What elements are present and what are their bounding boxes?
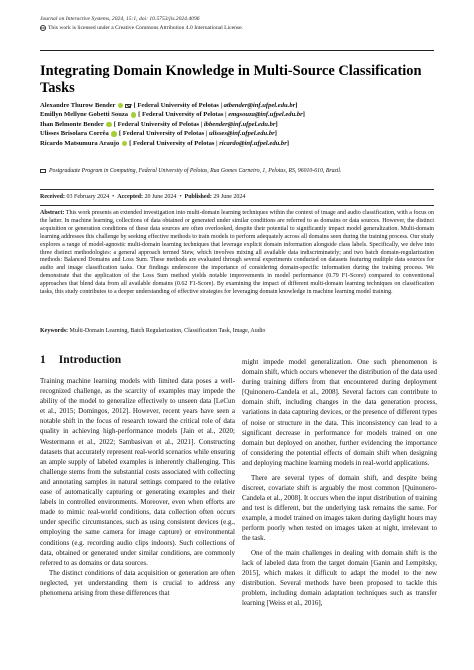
body-column-left [40, 376, 235, 598]
dates-divider-bottom [40, 205, 434, 206]
abstract-text: This work presents an extended investigation into multi-domain learning techniques within the context of image and audio classification, with a focus on the latter. In machine learning, collections of data obtained or generated under similar conditions are referred to as domains or data sources. However, the distinct acquisition or generation conditions of these data sources are often overlooked, despite their potential to significantly impact model generalization. Multi-domain learning addresses this challenge by seeking effective methods to train models to perform adequately across all domains seen during the training process. Our study explores a range of model-agnostic multi-domain learning techniques that leverage explicit domain information alongside class labels. Specifically, we delve into three distinct methodologies: a general approach termed Stew, which involves mixing all available data indiscriminately; and two batch domain-regularization methods: Balanced Domains and Loss Sum. These methods are evaluated through several experiments conducted on datasets featuring multiple data sources for audio and image classification tasks. Our findings underscore the importance of considering domain-specific information during the training process. We demonstrate that the application of the Loss Sum method yields notable improvements in model performance (0.79 F1-Score) compared to conventional approaches that blend data from all available domains (0.62 F1-Score). By examining the impact of different multi-domain learning techniques on classification tasks, this study contributes to a deeper understanding of effective strategies for leveraging domain knowledge in machine learning model training. [40, 210, 434, 296]
author-bracket-close: ] [302, 111, 305, 119]
author-entry [40, 129, 434, 138]
postal-address [40, 167, 434, 175]
keywords-label: Keywords: [40, 328, 68, 334]
license-text[interactable]: This work is licensed under a Creative Commons Attribution 4.0 International License. [48, 24, 243, 31]
author-bracket-close: ] [295, 102, 298, 109]
author-email[interactable]: ulisses@inf.ufpel.edu.br [208, 130, 275, 138]
received-label: Received: [40, 194, 65, 200]
body-paragraph: might impede model generalization. One such phenomenon is domain shift, which occurs whenever the distribution of the data used during training differs from that encountered during deployment [Quinonero-Candela et al., 2008]. Several factors can contribute to domain shift, including changes in the data generation process, variations in data capturing devices, or the presence of different types of noise or structure in the data. This inconsistency can lead to a significant decrease in performance for models trained on one domain but deployed on another, further evidencing the importance of considering the potential effects of domain shift when designing and deploying machine learning models in real-world applications. [242, 358, 437, 467]
author-email[interactable]: ibbender@inf.ufpel.edu.br [203, 120, 276, 128]
author-email[interactable]: ricardo@inf.ufpel.edu.br [219, 139, 287, 147]
published-date: 29 June 2024 [213, 194, 246, 200]
accepted-date: 20 June 2024 [144, 194, 177, 200]
abstract [40, 210, 434, 297]
author-bracket-close: ] [286, 139, 290, 147]
author-affiliation: [ Federal University of Pelotas | [113, 120, 203, 128]
author-affiliation: [ Federal University of Pelotas | [133, 102, 222, 109]
received-date: 03 February 2024 [66, 194, 110, 200]
accepted-label: Accepted: [117, 194, 143, 200]
author-entry [40, 139, 434, 148]
body-paragraph: One of the main challenges in dealing with domain shift is the lack of labeled data from the target domain [Ganin and Lempitsky, 2015], which makes it difficult to adapt the model to the new distribution. Several methods have been proposed to tackle this problem, including domain adaptation techniques such as transfer learning [Weiss et al., 2016], [242, 548, 437, 608]
orcid-icon[interactable] [111, 131, 117, 137]
date-separator: • [112, 194, 115, 200]
license-notice [40, 25, 243, 31]
section-title: Introduction [58, 354, 122, 366]
author-name: Alexandre Thurow Bender [40, 102, 116, 109]
author-entry [40, 120, 434, 129]
author-affiliation: [ Federal University of Pelotas | [118, 130, 208, 138]
author-list [40, 101, 434, 148]
author-affiliation: [ Federal University of Pelotas | [138, 111, 227, 119]
mail-icon[interactable] [125, 104, 131, 108]
paper-title: Integrating Domain Knowledge in Multi-Source Classification Tasks [40, 63, 422, 96]
creative-commons-icon: cc [41, 25, 45, 30]
dates-divider-top [40, 189, 434, 190]
orcid-icon[interactable] [106, 122, 112, 128]
envelope-icon [40, 169, 46, 173]
author-entry [40, 110, 434, 119]
body-paragraph: Training machine learning models with limited data poses a well-recognized challenge, as the scarcity of examples may impede the ability of the model to generalize effectively to unseen data [LeCun et al., 2015; Domingos, 2012]. However, recent years have seen a notable shift in the focus of research toward the critical role of data quality in achieving high-performance models [Jain et al., 2020; Westermann et al., 2022; Sambasivan et al., 2021]. Constructing datasets that accurately represent real-world scenarios while ensuring an ample supply of labeled examples is inherently challenging. This challenge stems from the substantial costs associated with collecting and annotating samples in natural settings compared to the relative ease of automatically capturing or generating examples and their labels in controlled environments. Moreover, even when efforts are made to mimic real-world conditions, data collection often occurs under specific circumstances, such as using consistent devices (e.g., employing the same camera for image capture) or environmental conditions (e.g. recording audio clips indoors). Such collections of data, obtained or generated under similar conditions, are commonly referred to as domains or data sources. [40, 377, 235, 567]
date-separator: • [179, 194, 182, 200]
orcid-icon[interactable] [122, 141, 128, 147]
header-divider [40, 50, 434, 51]
body-paragraph: There are several types of domain shift, and despite being discreet, covariate shift is arguably the most common [Quinonero-Candela et al., 2008]. It occurs when the input distribution of training and test is different, but the underlying task remains the same. For example, a model trained on images taken during daylight hours may perform poorly when tested on images taken at night, irrelevant to the task. [242, 473, 437, 543]
postal-address-text: Postgraduate Program in Computing, Federal University of Pelotas, Rua Gomes Carneiro, 1, Pelotas, RS, 96010-610, Brazil. [49, 168, 342, 174]
author-affiliation: [ Federal University of Pelotas | [129, 139, 218, 147]
body-column-right [242, 357, 437, 608]
orcid-icon[interactable] [118, 103, 124, 109]
author-name: Ulisses Brisolara Corrêa [40, 130, 109, 138]
journal-citation: Journal on Interactive Systems, 2024, 15:1, doi: 10.5753/jis.2024.4096 [40, 16, 200, 22]
section-heading [40, 354, 121, 366]
author-email[interactable]: atbender@inf.ufpel.edu.br [223, 102, 296, 109]
author-name: Ricardo Matsumura Araujo [40, 139, 120, 147]
body-paragraph: The distinct conditions of data acquisition or generation are often neglected, yet understanding them is crucial to address any phenomena arising from these differences that [40, 568, 235, 597]
section-number: 1 [40, 354, 46, 366]
author-name: Emillyn Mellyne Gobetti Souza [40, 111, 129, 119]
author-name: Ihan Belmonte Bender [40, 120, 104, 128]
author-entry [40, 101, 434, 110]
orcid-icon[interactable] [131, 112, 137, 118]
keywords-text: Multi-Domain Learning, Batch Regularization, Classification Task, Image, Audio [69, 328, 266, 334]
author-email[interactable]: emgsouza@inf.ufpel.edu.br [228, 111, 303, 119]
abstract-label: Abstract: [40, 210, 65, 216]
published-label: Published: [184, 194, 212, 200]
author-bracket-close: ] [274, 130, 277, 138]
author-bracket-close: ] [275, 120, 278, 128]
publication-dates [40, 194, 245, 200]
keywords [40, 328, 434, 334]
